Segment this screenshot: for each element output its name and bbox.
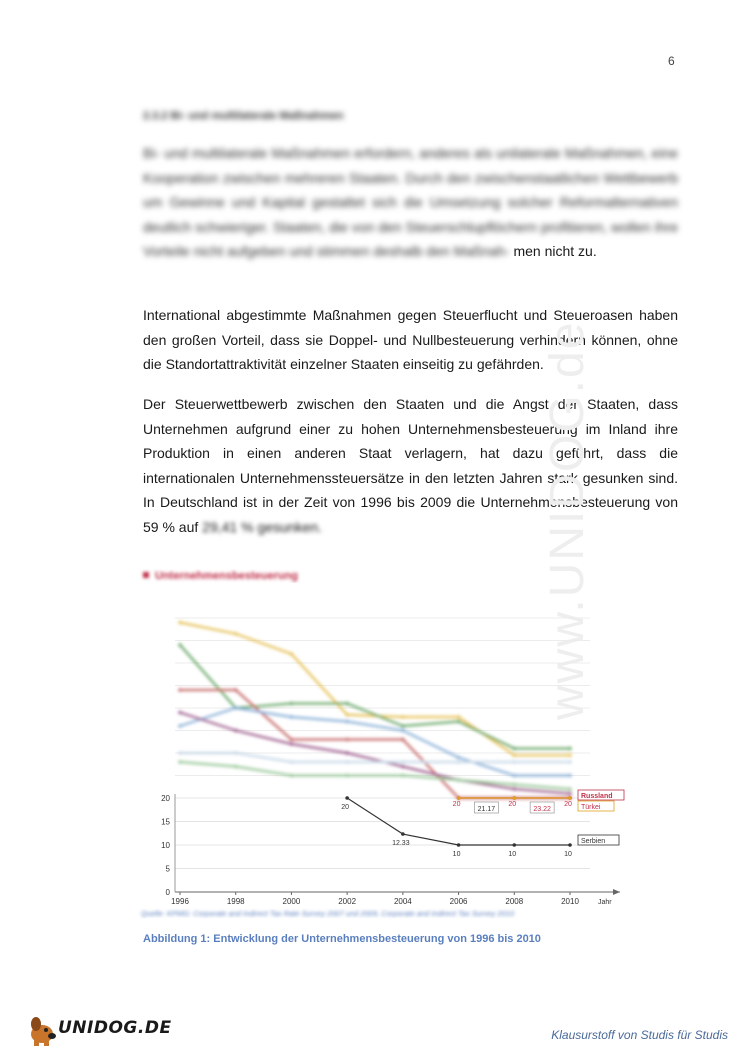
series-name-label: Russland [581,793,613,800]
series-point [345,796,349,800]
blurred-series-point [345,738,349,742]
blurred-series-point [457,760,461,764]
blurred-series-point [290,702,294,706]
paragraph-1-visible-text: men nicht zu. [513,243,597,259]
blurred-series-point [345,774,349,778]
blurred-series-point [401,715,405,719]
blurred-series-point [401,760,405,764]
paragraph-2: International abgestimmte Maßnahmen gegen Steuerflucht und Steueroasen haben den großen Vorteil, dass sie Doppel- und Nullbesteuerung verhindern können, ohne die Standortattraktivität einzelner Staaten einseitig zu gefährden. [143,307,678,372]
series-point [512,843,516,847]
blurred-series-point [568,787,572,791]
clear-series [341,790,624,858]
dog-icon [31,1017,56,1046]
y-tick-label: 15 [161,817,170,827]
x-tick-label: 2000 [282,897,301,906]
boxed-label: 23.22 [533,806,551,813]
x-tick-label: 1996 [171,897,189,906]
blurred-series-point [234,765,238,769]
figure-caption: Abbildung 1: Entwicklung der Unternehmensbesteuerung von 1996 bis 2010 [143,933,541,945]
series-name-label: Serbien [581,838,606,845]
blurred-series [178,621,572,800]
blurred-series-point [568,792,572,796]
blurred-series-point [401,724,405,728]
chart-source: Quelle: KPMG: Corporate and Indirect Tax Rate Survey 2007 und 2009, Corporate and Indirect Tax Survey 2010 [141,909,514,918]
page-number: 6 [668,54,675,68]
blurred-series-point [290,738,294,742]
blurred-series-point [568,774,572,778]
blurred-series-point [457,778,461,782]
boxed-label: 21.17 [477,806,496,813]
tax-chart-svg [135,560,635,920]
blurred-series-point [345,713,349,717]
data-label: 12.33 [392,840,410,848]
blurred-series-point [345,760,349,764]
data-label: 10 [564,851,572,858]
data-label: 20 [564,801,572,808]
series-point [568,843,572,847]
blurred-series-point [290,652,294,656]
blurred-series-point [457,720,461,724]
data-label: 20 [508,801,517,808]
blurred-series-point [178,643,182,647]
blurred-series-point [512,787,516,791]
x-tick-label: 2004 [393,897,412,906]
blurred-series-point [512,774,516,778]
paragraph-1-blurred-text: Bi- und multilaterale Maßnahmen erfordern, anderes als unilaterale Maßnahmen, eine Kooperation zwischen mehreren Staaten. Durch den zwischenstaatlichen Wettbewerb um Gewinne und Kapital gestaltet sich die Umsetzung solcher Reformalternativen deutlich schwieriger. Staaten, die von den Steuerschlupflöchern profitieren, wollen ihre Vorteile nicht aufgeben und stimmen deshalb den Maßnah- [143,145,678,259]
blurred-series-point [401,765,405,769]
blurred-series-line [180,708,570,776]
blurred-series-point [178,711,182,715]
paragraph-3-tail: 29,41 % gesunken. [202,518,323,535]
blurred-series-point [512,760,516,764]
logo-text: UNIDOG.DE [58,1018,172,1038]
blurred-series-point [178,724,182,728]
blurred-series-point [345,751,349,755]
x-tick-label: 2006 [449,897,468,906]
blurred-series-line [180,623,570,756]
blurred-series-line [180,645,570,749]
blurred-series-point [178,621,182,625]
x-tick-label: 1998 [226,897,245,906]
watermark: www.UNIDOG.de [541,320,594,720]
blurred-series-point [290,774,294,778]
data-label: 10 [508,851,517,858]
blurred-series-point [512,783,516,787]
blurred-series-point [234,632,238,636]
blurred-series-point [568,760,572,764]
series-point [568,796,572,800]
blurred-series-point [234,751,238,755]
section-heading: 2.3.2 Bi- und multilaterale Maßnahmen [143,110,344,122]
blurred-series-point [457,715,461,719]
chart-grid [175,618,590,869]
data-label: 20 [341,804,350,811]
series-point [457,843,461,847]
chart-source-group [141,909,515,918]
y-tick-label: 10 [161,841,170,850]
blurred-series-point [290,760,294,764]
x-tick-label: 2010 [561,897,579,906]
blurred-series-line [180,690,570,798]
blurred-series-point [234,706,238,710]
tax-chart [135,560,635,920]
blurred-series-point [512,753,516,757]
x-tick-label: 2008 [505,897,524,906]
paragraph-3-text: Der Steuerwettbewerb zwischen den Staaten und die Angst der Staaten, dass Unternehmen aufgrund einer zu hohen Unternehmensbesteuerung im Inland ihre Produktion in einen anderen Staat verlagern, hat dazu geführt, dass die internationalen Unternehmenssteuersätze in den letzten Jahren stark gesunken sind. In Deutschland ist in der Zeit von 1996 bis 2009 die Unternehmensbesteuerung von 59 % auf [143,396,678,535]
series-point [401,832,405,836]
chart-title-bullet [143,572,149,578]
blurred-series-point [568,747,572,751]
blurred-series-point [345,702,349,706]
data-label: 20 [452,801,461,808]
series-point [512,796,516,800]
blurred-series-point [234,688,238,692]
blurred-series-point [178,760,182,764]
blurred-series-point [401,774,405,778]
blurred-series-point [512,747,516,751]
blurred-chart-area [143,570,298,582]
series-name-label: Türkei [581,804,601,811]
x-tick-label: 2002 [338,897,357,906]
blurred-series-point [234,729,238,733]
footer-slogan: Klausurstoff von Studis für Studis [551,1028,728,1042]
series-point [457,796,461,800]
chart-title: Unternehmensbesteuerung [155,570,299,582]
blurred-series-point [568,753,572,757]
blurred-series-point [290,742,294,746]
x-axis-arrow [613,889,620,895]
paragraph-3 [143,392,678,539]
blurred-series-point [345,720,349,724]
blurred-series-point [290,715,294,719]
blurred-series-point [178,688,182,692]
y-tick-label: 20 [161,794,170,803]
blurred-series-point [457,756,461,760]
blurred-series-point [178,751,182,755]
paragraph-1 [143,141,678,264]
data-label: 10 [452,851,461,858]
blurred-series-point [401,738,405,742]
y-tick-label: 5 [165,864,170,874]
x-axis-label: Jahr [598,899,612,906]
y-tick-label: 0 [165,888,170,897]
blurred-series-point [401,729,405,733]
